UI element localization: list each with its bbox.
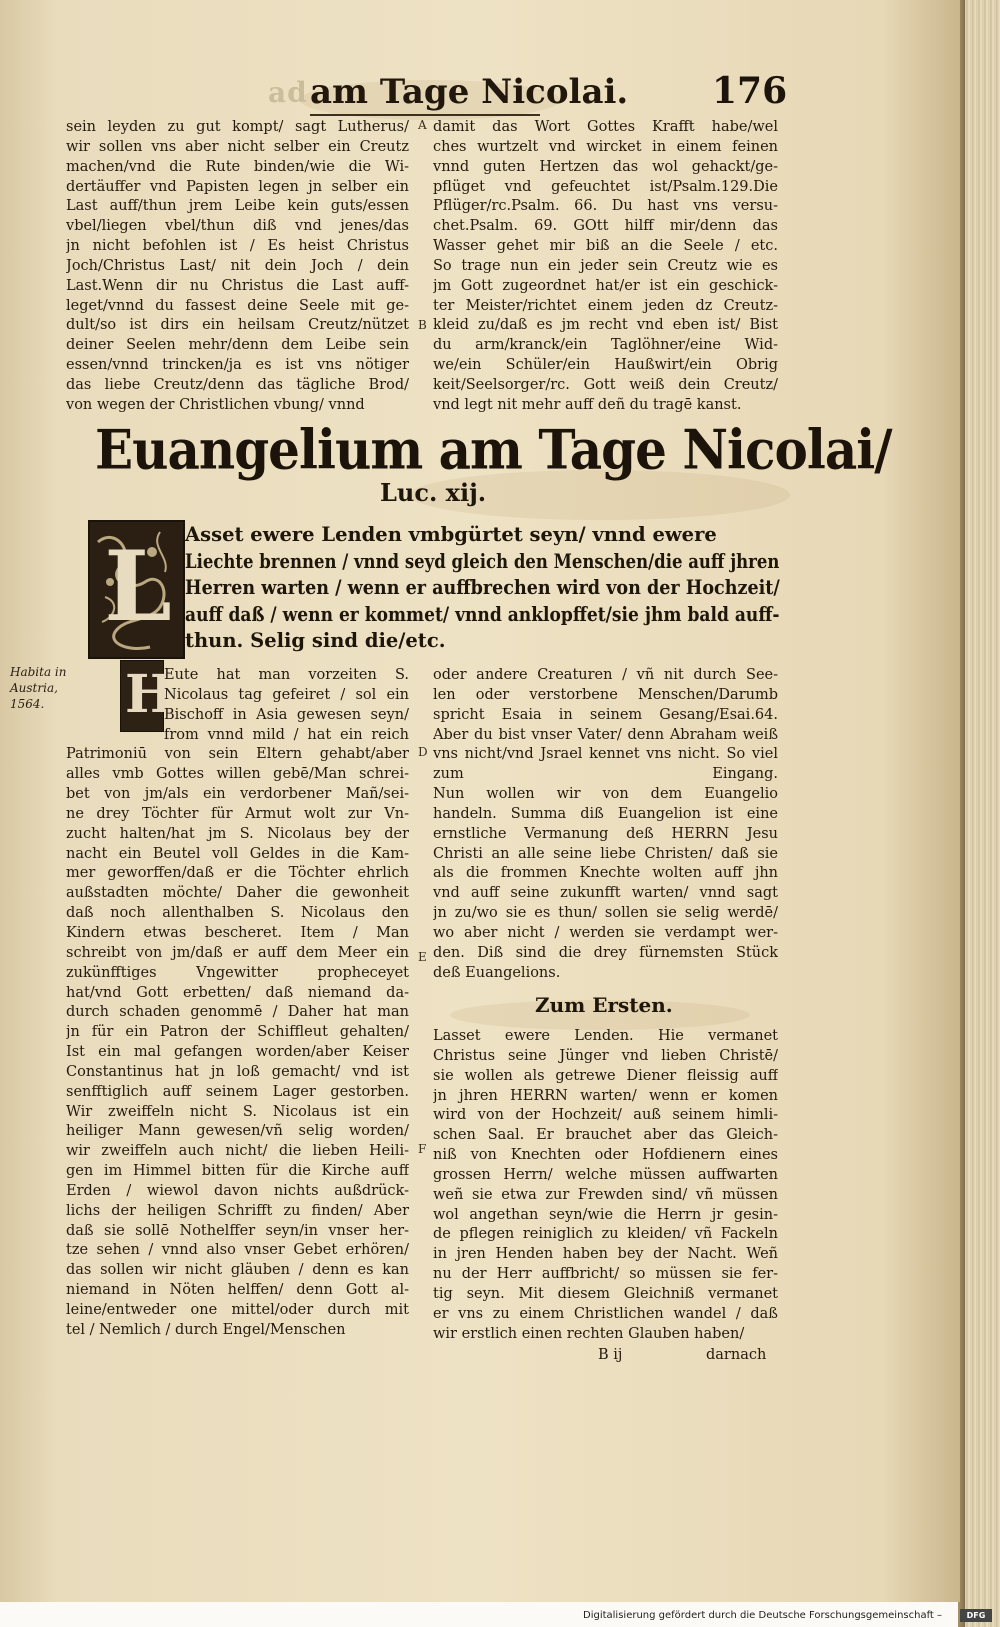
text-line: So trage nun ein jeder sein Creutz wie es xyxy=(433,257,778,274)
text-line: tze sehen / vnnd also vnser Gebet erhören/ xyxy=(66,1242,409,1259)
text-line: du arm/kranck/ein Taglöhner/eine Wid- xyxy=(433,337,778,354)
text-line: zum Eingang. xyxy=(433,766,778,783)
margin-letter-b: B xyxy=(418,318,427,332)
text-line: Herren warten / wenn er auffbrechen wird von der Hochzeit/ xyxy=(185,576,780,600)
running-head: am Tage Nicolai. xyxy=(310,72,540,116)
text-line: handeln. Summa diß Euangelion ist eine xyxy=(433,805,778,822)
text-line: heiliger Mann gewesen/vñ selig worden/ xyxy=(66,1123,409,1140)
decorated-initial xyxy=(88,520,185,659)
text-line: Bischoff in Asia gewesen seyn/ xyxy=(164,706,409,723)
text-line: kleid zu/daß es jm recht vnd eben ist/ Bist xyxy=(433,317,778,334)
text-line: jn für ein Patron der Schiffleut gehalten/ xyxy=(66,1024,409,1041)
text-line: jm Gott zugeordnet hat/er ist ein geschick- xyxy=(433,277,778,294)
gospel-text xyxy=(185,522,780,655)
text-line: Lasset ewere Lenden. Hie vermanet xyxy=(433,1028,778,1044)
text-line: daß sie sollē Nothelffer seyn/in vnser her- xyxy=(66,1222,409,1239)
margin-letter-a: A xyxy=(418,118,427,132)
text-line: Ist ein mal gefangen worden/aber Keiser xyxy=(66,1044,409,1061)
text-line: ernstliche Vermanung deß HERRN Jesu xyxy=(433,825,778,842)
body-right-column-lower xyxy=(433,1027,778,1345)
text-line: daß noch allenthalben S. Nicolaus den xyxy=(66,905,409,922)
text-line: vnnd guten Hertzen das wol gehackt/ge- xyxy=(433,158,778,175)
text-line: Christus seine Jünger vnd lieben Christē/ xyxy=(433,1047,778,1064)
margin-note: Habita in Austria, 1564. xyxy=(10,665,67,711)
text-line: damit das Wort Gottes Krafft habe/wel xyxy=(433,119,778,135)
text-line: nacht ein Beutel voll Geldes in die Kam- xyxy=(66,845,409,862)
text-line: schreibt von jm/daß er auff dem Meer ein xyxy=(66,944,409,961)
text-line: gen im Himmel bitten für die Kirche auff xyxy=(66,1163,409,1180)
text-line: Constantinus hat jn loß gemacht/ vnd ist xyxy=(66,1063,409,1080)
text-line: hat/vnd Gott erbetten/ daß niemand da- xyxy=(66,984,409,1001)
text-line: Joch/Christus Last/ nit dein Joch / dein xyxy=(66,257,409,274)
text-line: zukünfftiges Vngewitter propheceyet xyxy=(66,964,409,981)
text-line: Eute hat man vorzeiten S. xyxy=(164,667,409,683)
text-line: deiner Seelen mehr/denn dem Leibe sein xyxy=(66,337,409,354)
text-line: Aber du bist vnser Vater/ denn Abraham weiß xyxy=(433,726,778,743)
text-line: Last auff/thun jrem Leibe kein guts/essen xyxy=(66,198,409,215)
text-line: als die frommen Knechte wolten auff jhn xyxy=(433,865,778,882)
text-line: schen Saal. Er brauchet aber das Gleich- xyxy=(433,1127,778,1144)
text-line: außstadten möchte/ Daher die gewonheit xyxy=(66,885,409,902)
header-faded-word: ad xyxy=(268,76,308,109)
text-line: chet.Psalm. 69. GOtt hilff mir/denn das xyxy=(433,218,778,235)
text-line: Wir zweiffeln nicht S. Nicolaus ist ein xyxy=(66,1103,409,1120)
text-line: we/ein Schüler/ein Haußwirt/ein Obrig xyxy=(433,357,778,374)
text-line: mer geworffen/daß er die Töchter ehrlich xyxy=(66,865,409,882)
text-line: Nun wollen wir von dem Euangelio xyxy=(433,786,778,803)
text-line: leine/entweder one mittel/oder durch mit xyxy=(66,1302,409,1318)
text-line: in jren Henden haben bey der Nacht. Weñ xyxy=(433,1246,778,1263)
text-line: wird von der Hochzeit/ auß seinem himli- xyxy=(433,1107,778,1124)
text-line: ches wurtzelt vnd wircket in einem feinen xyxy=(433,138,778,155)
text-line: keit/Seelsorger/rc. Gott weiß dein Creutz/ xyxy=(433,376,778,393)
text-line: Asset ewere Lenden vmbgürtet seyn/ vnnd ewere xyxy=(185,523,717,546)
text-line: von wegen der Christlichen vbung/ vnnd xyxy=(66,396,365,413)
text-line: from vnnd mild / hat ein reich xyxy=(164,726,409,743)
text-line: thun. Selig sind die/etc. xyxy=(185,629,446,653)
section-title: Euangelium am Tage Nicolai/ xyxy=(95,417,892,482)
text-line: wir erstlich einen rechten Glauben haben/ xyxy=(433,1325,745,1342)
margin-letter-f: F xyxy=(418,1142,427,1156)
text-line: wol angethan seyn/wie die Herrn jr gesin- xyxy=(433,1206,778,1223)
text-line: er vns zu einem Christlichen wandel / daß xyxy=(433,1305,778,1322)
text-line: Liechte brennen / vnnd seyd gleich den Menschen/die auff jhren xyxy=(185,549,780,573)
digitization-credit: Digitalisierung gefördert durch die Deutsche Forschungsgemeinschaft – xyxy=(583,1610,943,1621)
text-line: zucht halten/hat jm S. Nicolaus bey der xyxy=(66,825,409,842)
subheading: Zum Ersten. xyxy=(535,993,673,1017)
text-line: wir zweiffeln auch nicht/ die lieben Heili- xyxy=(66,1143,409,1160)
book-page-edges xyxy=(965,0,1000,1627)
text-line: Kindern etwas bescheret. Item / Man xyxy=(66,924,409,941)
text-line: bet von jm/als ein verdorbener Mañ/sei- xyxy=(66,786,409,803)
text-line: den. Diß sind die drey fürnemsten Stück xyxy=(433,944,778,961)
body-initial-letter: H xyxy=(125,664,175,725)
text-line: Christi an alle seine liebe Christen/ daß sie xyxy=(433,845,778,862)
text-line: oder andere Creaturen / vñ nit durch See- xyxy=(433,667,778,683)
text-line: vnd auff seine zukunfft warten/ vnnd sagt xyxy=(433,885,778,902)
text-line: niß von Knechten oder Hofdienern eines xyxy=(433,1147,778,1164)
text-line: pflüget vnd gefeuchtet ist/Psalm.129.Die xyxy=(433,178,778,195)
body-left-column xyxy=(66,666,409,1341)
text-line: nu der Herr auffbricht/ so müssen sie fer- xyxy=(433,1266,778,1283)
text-line: jn jhren HERRN warten/ wenn er komen xyxy=(433,1087,778,1104)
text-line: Last.Wenn dir nu Christus die Last auff- xyxy=(66,277,409,294)
top-left-column xyxy=(66,118,409,416)
text-line: vns nicht/vnd Jsrael kennet vns nicht. So viel xyxy=(433,746,778,763)
text-line: weñ sie etwa zur Frewden sind/ vñ müssen xyxy=(433,1186,778,1203)
text-line: jn nicht befohlen ist / Es heist Christus xyxy=(66,238,409,255)
dfg-logo: DFG xyxy=(960,1609,992,1622)
text-line: dult/so ist dirs ein heilsam Creutz/nützet xyxy=(66,317,409,334)
text-line: Erden / wiewol davon nichts außdrück- xyxy=(66,1182,409,1199)
signature-mark: B ij xyxy=(598,1347,623,1363)
text-line: spricht Esaia in seinem Gesang/Esai.64. xyxy=(433,706,778,723)
dropcap-letter: L xyxy=(104,530,172,643)
catchword: darnach xyxy=(706,1347,767,1363)
text-line: jn zu/wo sie es thun/ sollen sie selig werdē/ xyxy=(433,905,778,922)
text-line: vbel/liegen vbel/thun diß vnd jenes/das xyxy=(66,218,409,235)
text-line: sein leyden zu gut kompt/ sagt Lutherus/ xyxy=(66,119,409,135)
text-line: auff daß / wenn er kommet/ vnnd anklopffet/sie jhm bald auff- xyxy=(185,602,780,626)
text-line: das liebe Creutz/denn das tägliche Brod/ xyxy=(66,376,409,393)
text-line: grossen Herrn/ welche müssen auffwarten xyxy=(433,1166,778,1183)
text-line: das sollen wir nicht gläuben / denn es kan xyxy=(66,1262,409,1279)
text-line: lichs der heiligen Schrifft zu finden/ Aber xyxy=(66,1202,409,1219)
margin-letter-e: E xyxy=(418,950,427,964)
text-line: tel / Nemlich / durch Engel/Menschen xyxy=(66,1321,346,1338)
body-right-column-upper xyxy=(433,666,778,984)
top-right-column xyxy=(433,118,778,416)
text-line: wo aber nicht / werden sie verdampt wer- xyxy=(433,924,778,941)
text-line: len oder verstorbene Menschen/Darumb xyxy=(433,686,778,703)
text-line: ter Meister/richtet einem jeden dz Creutz- xyxy=(433,297,778,314)
text-line: tig seyn. Mit diesem Gleichniß vermanet xyxy=(433,1285,778,1302)
text-line: essen/vnnd trincken/ja es ist vns nötiger xyxy=(66,357,409,374)
text-line: Wasser gehet mir biß an die Seele / etc. xyxy=(433,238,778,255)
text-line: Patrimoniū von sein Eltern gehabt/aber xyxy=(66,746,409,763)
text-line: Nicolaus tag gefeiret / sol ein xyxy=(164,686,409,703)
text-line: alles vmb Gottes willen gebē/Man schrei- xyxy=(66,766,409,783)
page-number: 176 xyxy=(712,70,788,112)
text-line: ne drey Töchter für Armut wolt zur Vn- xyxy=(66,805,409,822)
margin-letter-d: D xyxy=(418,745,428,759)
text-line: wir sollen vns aber nicht selber ein Creutz xyxy=(66,138,409,155)
text-line: leget/vnnd du fassest deine Seele mit ge- xyxy=(66,297,409,314)
text-line: de pflegen reiniglich zu kleiden/ vñ Fackeln xyxy=(433,1226,778,1243)
text-line: durch schaden genommē / Daher hat man xyxy=(66,1004,409,1021)
text-line: senfftiglich auff seinem Lager gestorben. xyxy=(66,1083,409,1100)
text-line: dertäuffer vnd Papisten legen jn selber ein xyxy=(66,178,409,195)
text-line: Pflüger/rc.Psalm. 66. Du hast vns versu- xyxy=(433,198,778,215)
text-line: niemand in Nöten helffen/ denn Gott al- xyxy=(66,1282,409,1299)
scripture-reference: Luc. xij. xyxy=(380,478,487,507)
text-line: vnd legt nit mehr auff deñ du tragē kanst. xyxy=(433,396,742,413)
text-line: machen/vnd die Rute binden/wie die Wi- xyxy=(66,158,409,175)
text-line: sie wollen als getrewe Diener fleissig auff xyxy=(433,1067,778,1084)
text-line: deß Euangelions. xyxy=(433,964,561,981)
